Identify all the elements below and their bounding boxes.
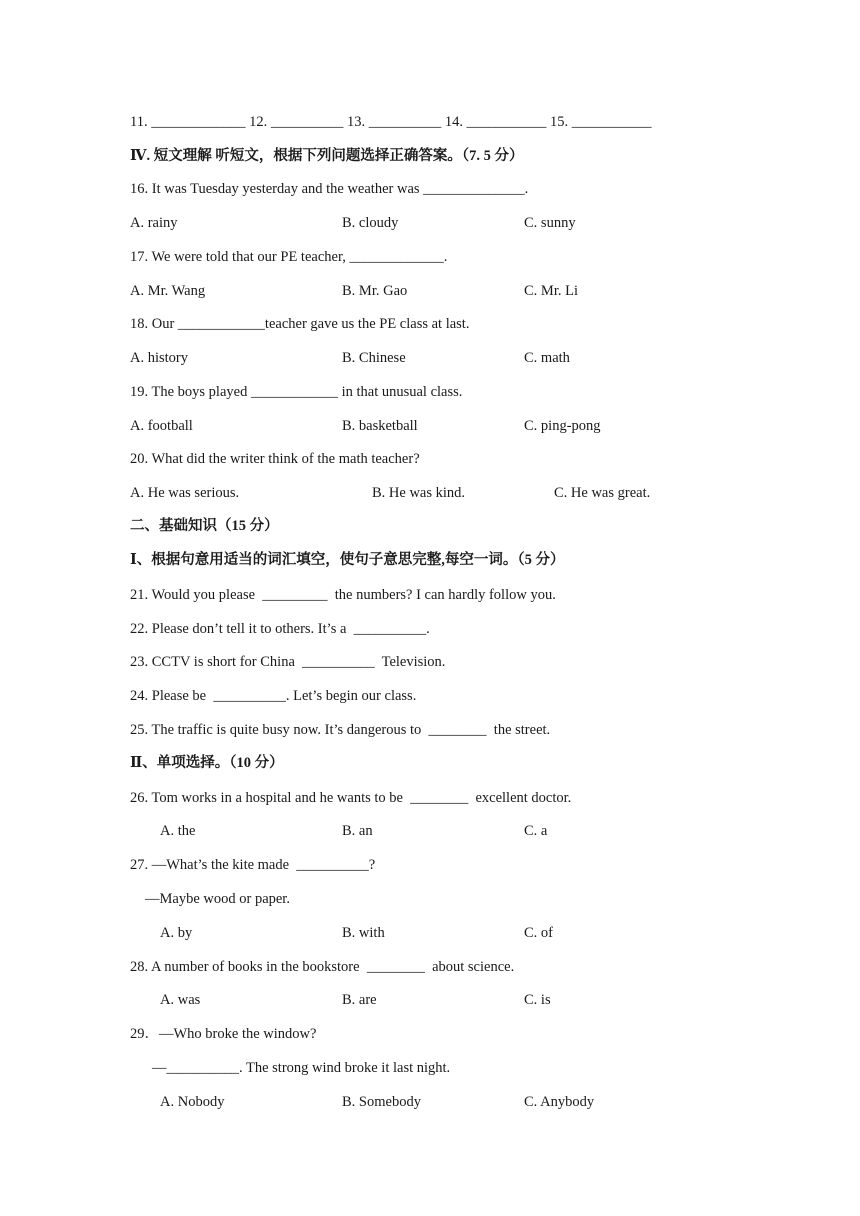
- option-27a: A. by: [160, 925, 193, 941]
- subsection-heading-multiple-choice: Ⅱ、单项选择。（10 分）: [130, 755, 284, 771]
- section-heading-basics: 二、基础知识（15 分）: [130, 518, 279, 534]
- section-heading-listening: Ⅳ. 短文理解 听短文，根据下列问题选择正确答案。（7. 5 分）: [130, 148, 524, 164]
- option-26a: A. the: [160, 823, 196, 839]
- question-16: 16. It was Tuesday yesterday and the weather was ______________.: [130, 181, 529, 197]
- option-29c: C. Anybody: [524, 1094, 595, 1110]
- option-18a: A. history: [130, 350, 188, 366]
- option-16c: C. sunny: [524, 215, 576, 231]
- question-24: 24. Please be __________. Let’s begin our class.: [130, 688, 417, 704]
- question-27-reply: —Maybe wood or paper.: [145, 891, 290, 907]
- option-26b: B. an: [342, 823, 373, 839]
- question-19: 19. The boys played ____________ in that unusual class.: [130, 384, 463, 400]
- question-26: 26. Tom works in a hospital and he wants to be ________ excellent doctor.: [130, 790, 572, 806]
- option-28a: A. was: [160, 992, 201, 1008]
- option-17b: B. Mr. Gao: [342, 283, 408, 299]
- option-17a: A. Mr. Wang: [130, 283, 206, 299]
- option-19c: C. ping-pong: [524, 418, 601, 434]
- option-18c: C. math: [524, 350, 570, 366]
- question-27: 27. —What’s the kite made __________?: [130, 857, 376, 873]
- option-29b: B. Somebody: [342, 1094, 421, 1110]
- question-18: 18. Our ____________teacher gave us the PE class at last.: [130, 316, 470, 332]
- option-20a: A. He was serious.: [130, 485, 240, 501]
- option-16b: B. cloudy: [342, 215, 399, 231]
- option-27c: C. of: [524, 925, 553, 941]
- option-28c: C. is: [524, 992, 551, 1008]
- option-28b: B. are: [342, 992, 377, 1008]
- subsection-heading-fill-in: Ⅰ、根据句意用适当的词汇填空，使句子意思完整,每空一词。（5 分）: [130, 552, 565, 568]
- question-25: 25. The traffic is quite busy now. It’s dangerous to ________ the street.: [130, 722, 551, 738]
- question-22: 22. Please don’t tell it to others. It’s a __________.: [130, 621, 430, 637]
- question-28: 28. A number of books in the bookstore ________ about science.: [130, 959, 515, 975]
- question-21: 21. Would you please _________ the numbers? I can hardly follow you.: [130, 587, 556, 603]
- option-27b: B. with: [342, 925, 385, 941]
- option-29a: A. Nobody: [160, 1094, 225, 1110]
- question-23: 23. CCTV is short for China __________ Television.: [130, 654, 446, 670]
- answer-blanks-11-15: 11. _____________ 12. __________ 13. __________ 14. ___________ 15. ___________: [130, 114, 652, 130]
- option-19b: B. basketball: [342, 418, 418, 434]
- question-20: 20. What did the writer think of the math teacher?: [130, 451, 420, 467]
- option-16a: A. rainy: [130, 215, 178, 231]
- option-20c: C. He was great.: [554, 485, 651, 501]
- question-29-reply: —__________. The strong wind broke it last night.: [152, 1060, 451, 1076]
- option-19a: A. football: [130, 418, 193, 434]
- question-17: 17. We were told that our PE teacher, _____________.: [130, 249, 448, 265]
- option-20b: B. He was kind.: [372, 485, 466, 501]
- option-17c: C. Mr. Li: [524, 283, 578, 299]
- option-26c: C. a: [524, 823, 548, 839]
- option-18b: B. Chinese: [342, 350, 406, 366]
- question-29: 29．—Who broke the window?: [130, 1026, 317, 1042]
